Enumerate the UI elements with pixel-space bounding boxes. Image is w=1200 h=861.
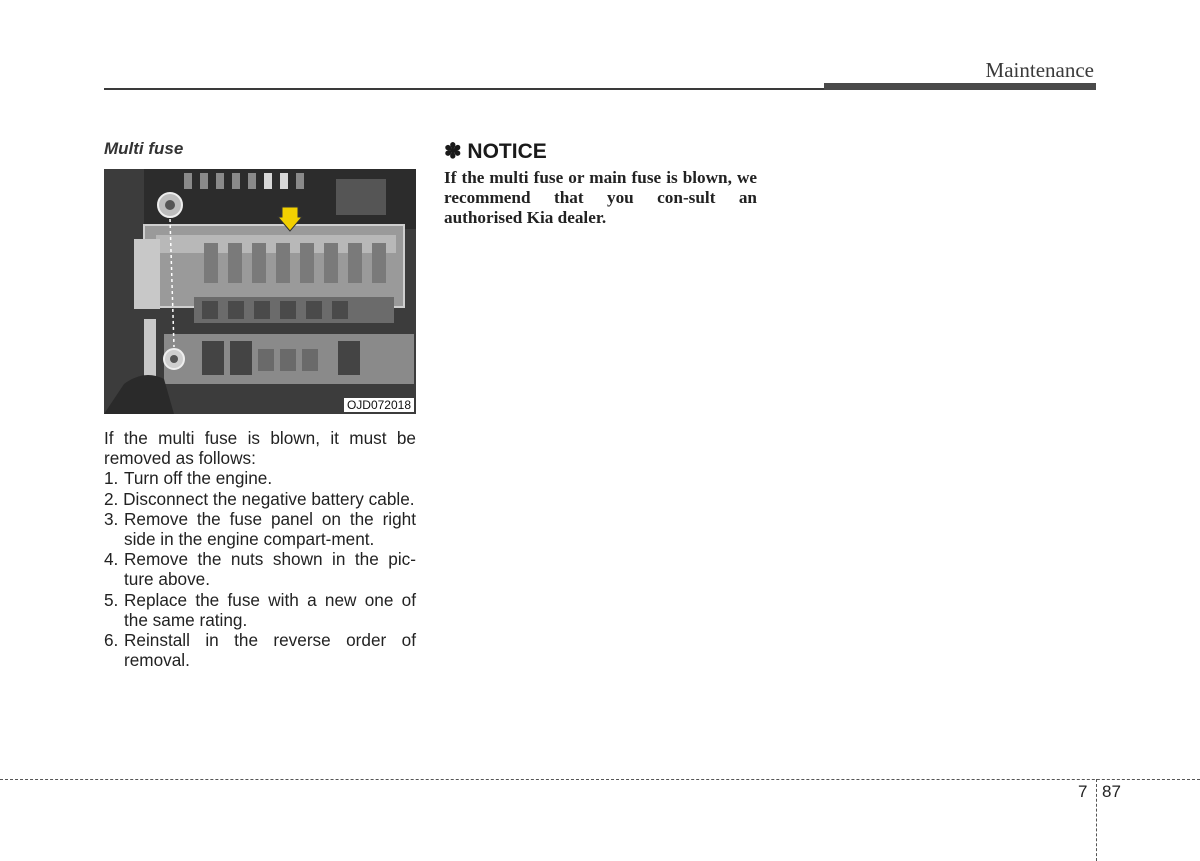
footer-rule (0, 779, 1200, 780)
steps-list (104, 468, 416, 670)
step-text: Reinstall in the reverse order of removal. (124, 630, 416, 671)
step-number: 5. (104, 589, 119, 610)
page-number: 87 (1102, 782, 1121, 801)
figure-code: OJD072018 (344, 398, 414, 412)
step-number: 4. (104, 549, 119, 570)
step-number: 2. (104, 488, 119, 509)
list-item (104, 630, 416, 670)
step-text: Turn off the engine. (124, 468, 273, 489)
intro-paragraph: If the multi fuse is blown, it must be removed as follows: (104, 428, 416, 469)
header-rule-accent (824, 83, 1096, 90)
step-number: 1. (104, 468, 119, 489)
footer-divider (1096, 779, 1097, 861)
instructions (104, 428, 416, 670)
multi-fuse-photo (104, 169, 416, 414)
list-item (104, 509, 416, 549)
notice-body: If the multi fuse or main fuse is blown, we recommend that you con-sult an authorised Kia dealer. (444, 168, 757, 228)
figure-title: Multi fuse (104, 139, 184, 158)
list-item (104, 489, 416, 509)
step-text: Remove the fuse panel on the right side in the engine compart-ment. (124, 508, 416, 550)
step-number: 3. (104, 508, 119, 529)
step-text: Replace the fuse with a new one of the same rating. (124, 589, 416, 630)
step-text: Remove the nuts shown in the pic-ture above. (124, 549, 416, 590)
step-number: 6. (104, 630, 119, 651)
header-rule (104, 88, 824, 90)
list-item (104, 549, 416, 589)
fuse-box-illustration (104, 169, 416, 414)
chapter-number: 7 (1078, 782, 1088, 801)
list-item (104, 468, 416, 488)
step-text: Disconnect the negative battery cable. (123, 488, 415, 509)
notice-title: ✽ NOTICE (444, 140, 547, 163)
section-header: Maintenance (985, 58, 1094, 82)
list-item (104, 590, 416, 630)
